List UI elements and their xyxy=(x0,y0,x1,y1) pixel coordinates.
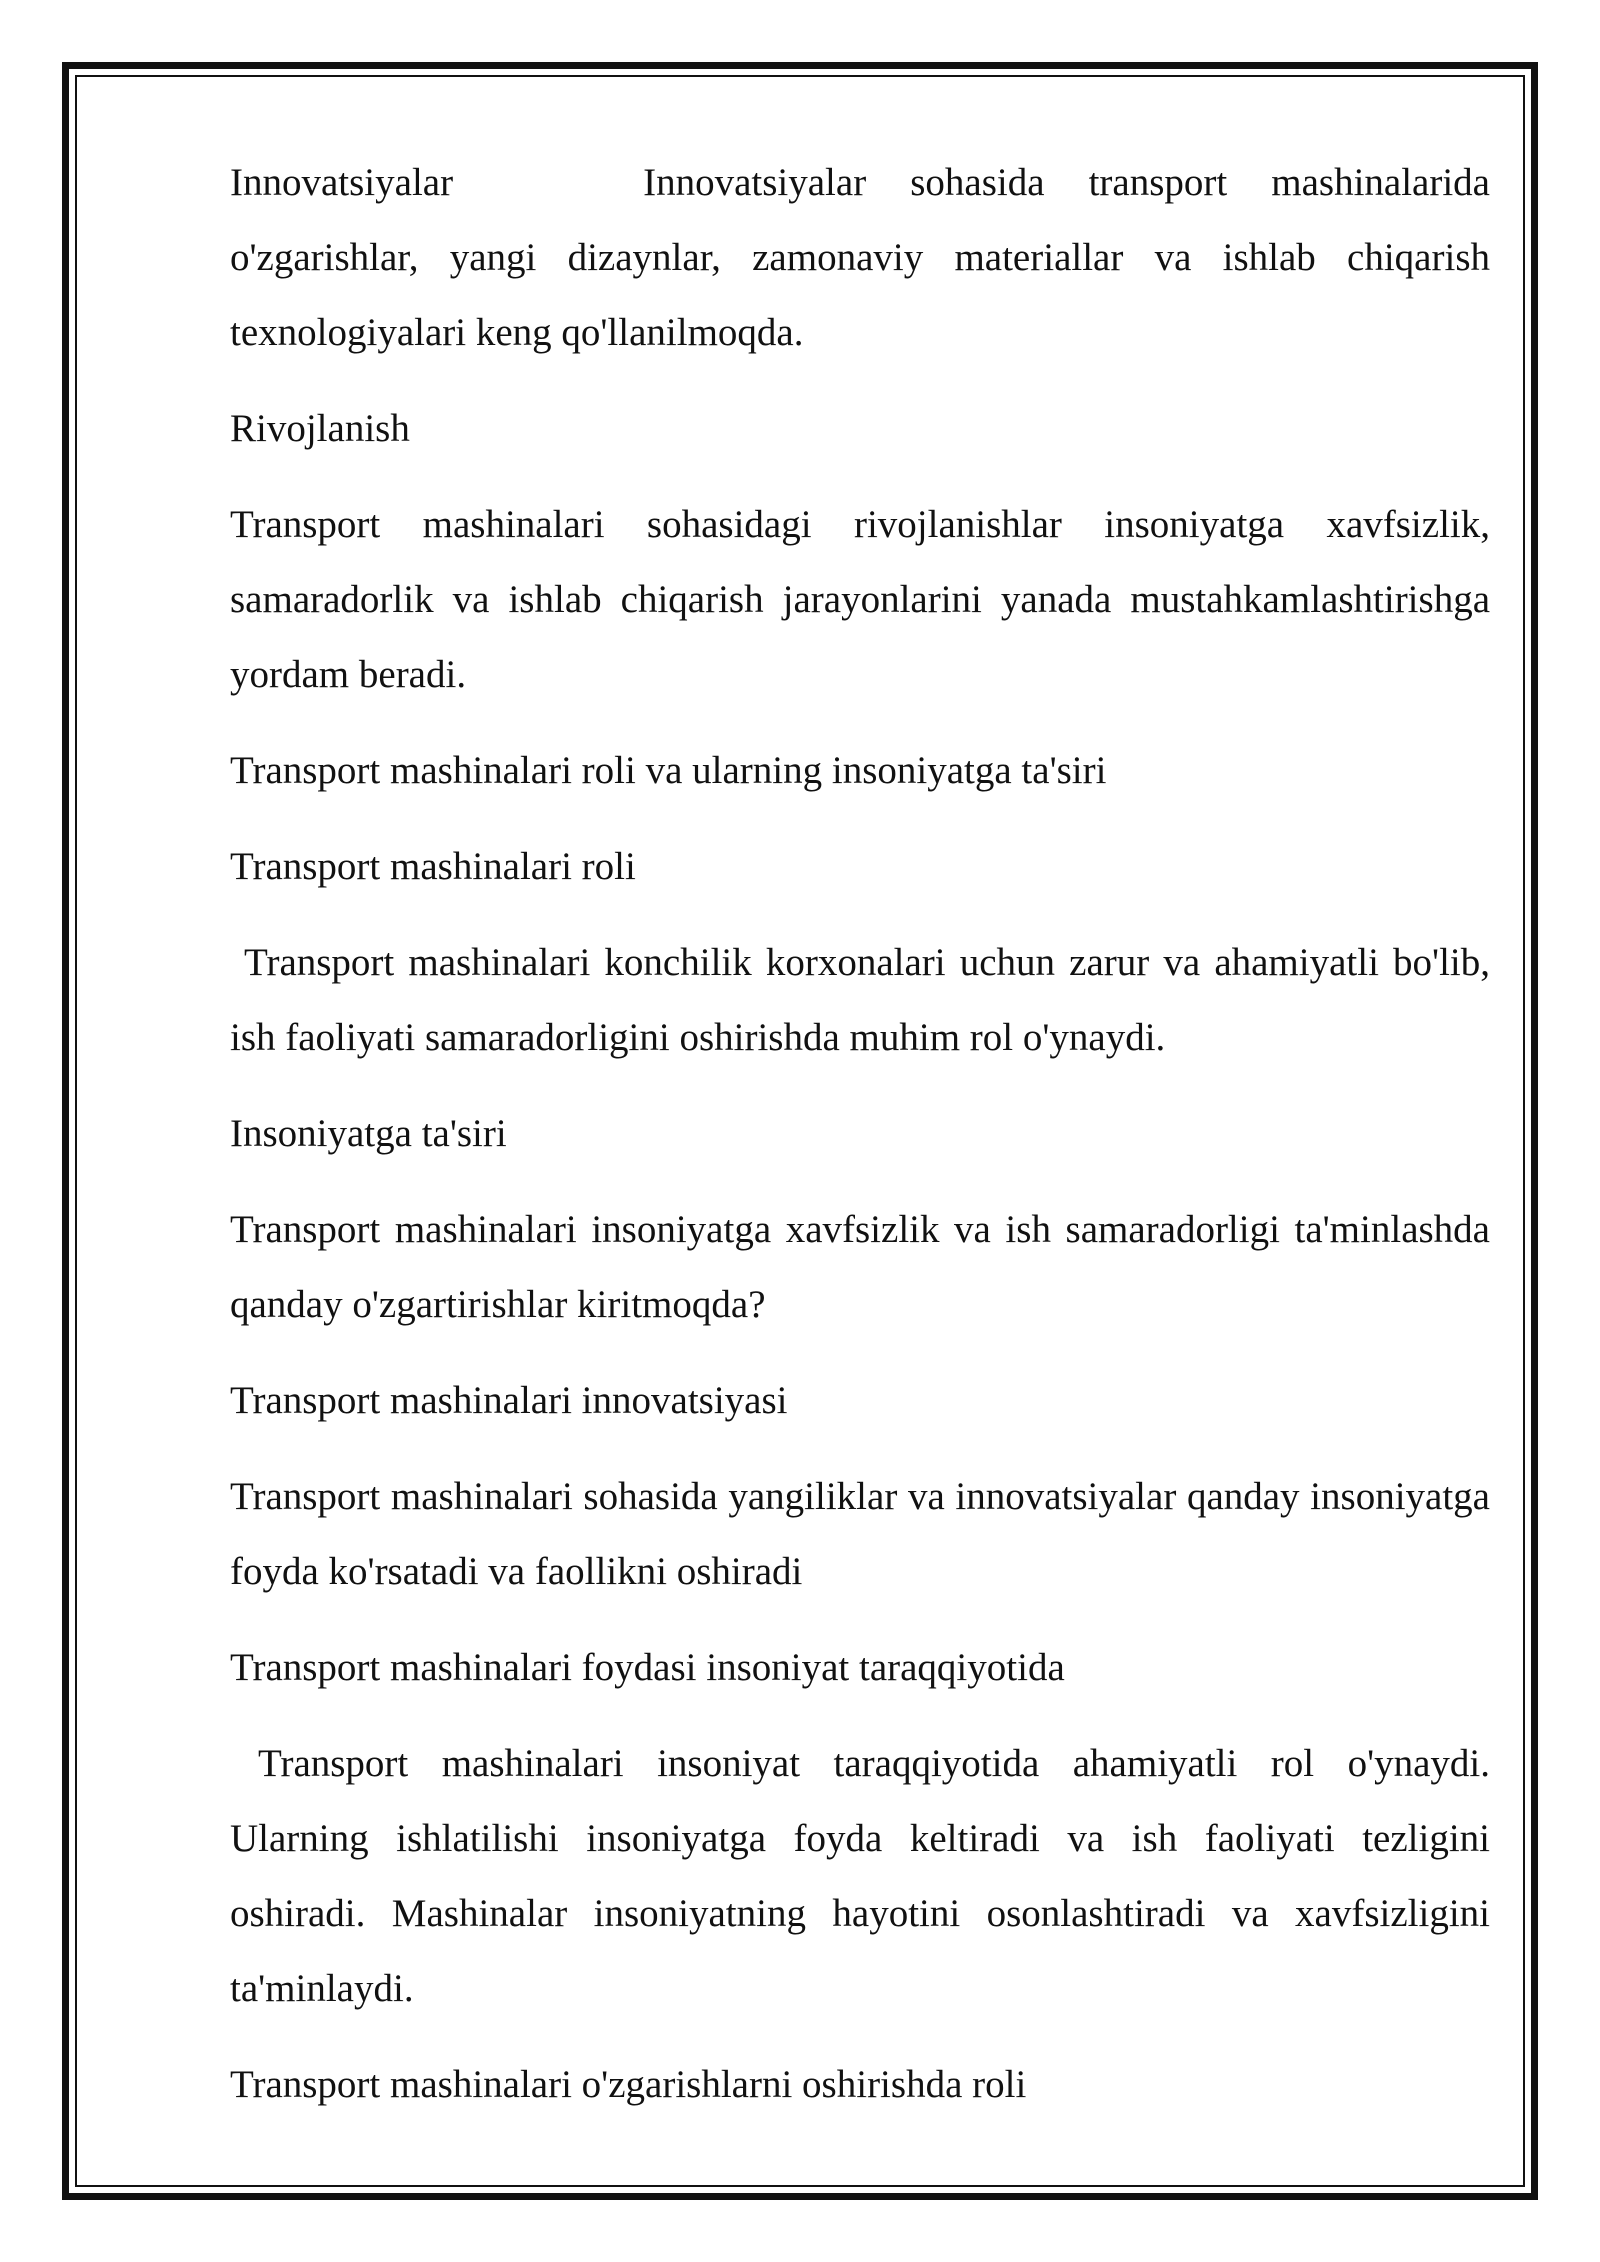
paragraph-rivojlanish-body: Transport mashinalari sohasidagi rivojlanishlar insoniyatga xavfsizlik, samaradorlik va ishlab chiqarish jarayonlarini yanada mustahkamlashtirishga yordam beradi. xyxy=(230,503,1490,696)
heading-rivojlanish: Rivojlanish xyxy=(230,407,410,450)
paragraph-insoniyatga-tasiri-body: Transport mashinalari insoniyatga xavfsizlik va ish samaradorligi ta'minlashda qanday o'zgartirishlar kiritmoqda? xyxy=(230,1208,1490,1326)
heading-foydasi: Transport mashinalari foydasi insoniyat taraqqiyotida xyxy=(230,1646,1065,1689)
heading-roli-va-tasiri: Transport mashinalari roli va ularning insoniyatga ta'siri xyxy=(230,749,1107,792)
paragraph-mashinalar-roli-body: Transport mashinalari konchilik korxonalari uchun zarur va ahamiyatli bo'lib, ish faoliyati samaradorligini oshirishda muhim rol o'ynaydi. xyxy=(230,941,1490,1059)
document-body xyxy=(230,145,1490,2143)
heading-innovatsiyasi: Transport mashinalari innovatsiyasi xyxy=(230,1379,788,1422)
heading-insoniyatga-tasiri: Insoniyatga ta'siri xyxy=(230,1112,507,1155)
heading-innovatsiyalar: Innovatsiyalar xyxy=(230,161,454,204)
paragraph-innovatsiyasi-body: Transport mashinalari sohasida yangiliklar va innovatsiyalar qanday insoniyatga foyda ko'rsatadi va faollikni oshiradi xyxy=(230,1475,1490,1593)
heading-ozgarishlar-roli: Transport mashinalari o'zgarishlarni oshirishda roli xyxy=(230,2063,1027,2106)
heading-mashinalar-roli: Transport mashinalari roli xyxy=(230,845,636,888)
paragraph-innovatsiyalar xyxy=(230,145,1490,370)
paragraph-foydasi-body: Transport mashinalari insoniyat taraqqiyotida ahamiyatli rol o'ynaydi. Ularning ishlatilishi insoniyatga foyda keltiradi va ish faoliyati tezligini oshiradi. Mashinalar insoniyatning hayotini osonlashtiradi va xavfsizligini ta'minlaydi. xyxy=(230,1742,1490,2010)
paragraph-innovatsiyalar-body: Innovatsiyalar sohasida transport mashinalarida o'zgarishlar, yangi dizaynlar, zamonaviy materiallar va ishlab chiqarish texnologiyalari keng qo'llanilmoqda. xyxy=(230,161,1490,354)
